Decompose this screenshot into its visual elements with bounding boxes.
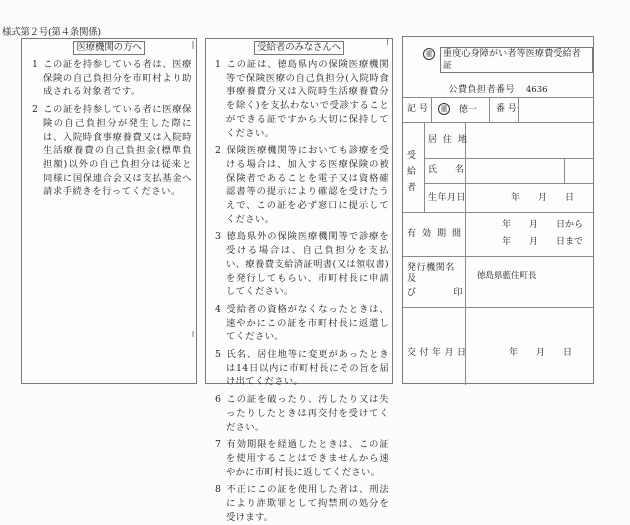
notice-item: 8 不正にこの証を使用した者は、刑法により詐欺罪として拘禁刑の処分を受けます。 [215,484,389,523]
table-divider [564,158,565,183]
seal-icon: 重 [423,48,435,60]
validity-to: 年 月 日まで [502,237,584,247]
table-divider [424,183,593,184]
validity-from: 年 月 日から [502,220,584,230]
panel-title: 受給者のみなさんへ [254,41,344,55]
table-divider [403,256,593,257]
table-divider [431,97,432,122]
birthdate-value: 年 月 日 [511,193,575,203]
scroll-marker [192,331,194,337]
scroll-marker [192,41,194,49]
address-label: 居住地 [428,135,474,145]
notice-item: 1 この証は、徳島県内の保険医療機関等で保険医療の自己負担分(入院時食事療養費分又は入院時生活療養費分を除く)を支払わないで受診することができる証ですから大切に保持してください。 [215,59,389,139]
issue-date-value: 年 月 日 [509,348,573,358]
notice-item: 4 受給者の資格がなくなったときは、速やかにこの証を市町村長に返還してください。 [215,303,389,343]
certificate-title: 重度心身障がい者等医療費受給者証 [440,47,593,73]
seal-icon: 重 [438,103,450,115]
table-divider [465,122,466,385]
issuer-label: 発行機関名及 び 印 [407,263,463,298]
table-divider [518,97,519,122]
panel-title: 医療機関の方へ [73,41,144,55]
notice-to-medical-institutions-panel [21,38,197,384]
notice-item: 6 この証を破ったり、汚したり又は失ったりしたときは再交付を受けてください。 [215,394,389,433]
validity-label: 有効期間 [407,229,468,239]
table-divider [403,212,593,213]
symbol-value: 重 徳一 [438,103,477,116]
table-divider [424,122,425,212]
recipient-label: 受給者 [407,151,417,193]
payer-number: 公費負担者番号 4636 [448,85,548,95]
notice-item: 7 有効期限を経過したときは、この証を使用することはできませんから速やかに市町村長に返してください。 [215,439,389,478]
issuer-value: 徳島県藍住町長 [477,271,537,281]
notice-to-recipients-panel [205,38,393,523]
issue-date-label: 交付年月日 [407,348,470,358]
notice-item: 3 徳島県外の保険医療機関等で診療を受ける場合は、自己負担分を支払い、療養費支給済証明書(又は領収書)を発行してもらい、市町村長に申請してください。 [215,231,389,298]
notice-item: 1 この証を持参している者は、医療保険の自己負担分を市町村より助成される対象者です。 [32,59,192,98]
number-label: 番 号 [496,104,517,114]
notice-item: 5 氏名、居住地等に変更があったときは14日以内に市町村長にその旨を届け出てください。 [215,349,389,388]
form-number-label: 様式第２号(第４条関係) [2,27,101,38]
symbol-label: 記 号 [407,104,428,114]
birthdate-label: 生年月日 [428,193,467,203]
scroll-marker [387,39,388,45]
notice-item: 2 この証を持参している者に医療保険の自己負担分が発生した際には、入院時食事療養費又は入院時生活療養費の自己負担金(標準負担額)以外の自己負担分は従来と同様に国保連合会又は支払基金へ請求手続きを行ってください。 [32,104,192,198]
table-divider [424,158,593,159]
table-divider [403,122,593,123]
table-divider [403,307,593,308]
notice-item: 2 保険医療機関等においても診療を受ける場合は、加入する医療保険の被保険者であることを電子又は資格確認書等の提示により確認を受けたうえで、この証を必ず窓口に提示してください。 [215,145,389,225]
name-label: 氏 名 [428,165,465,175]
recipient-certificate [402,36,594,384]
table-divider [489,97,490,122]
